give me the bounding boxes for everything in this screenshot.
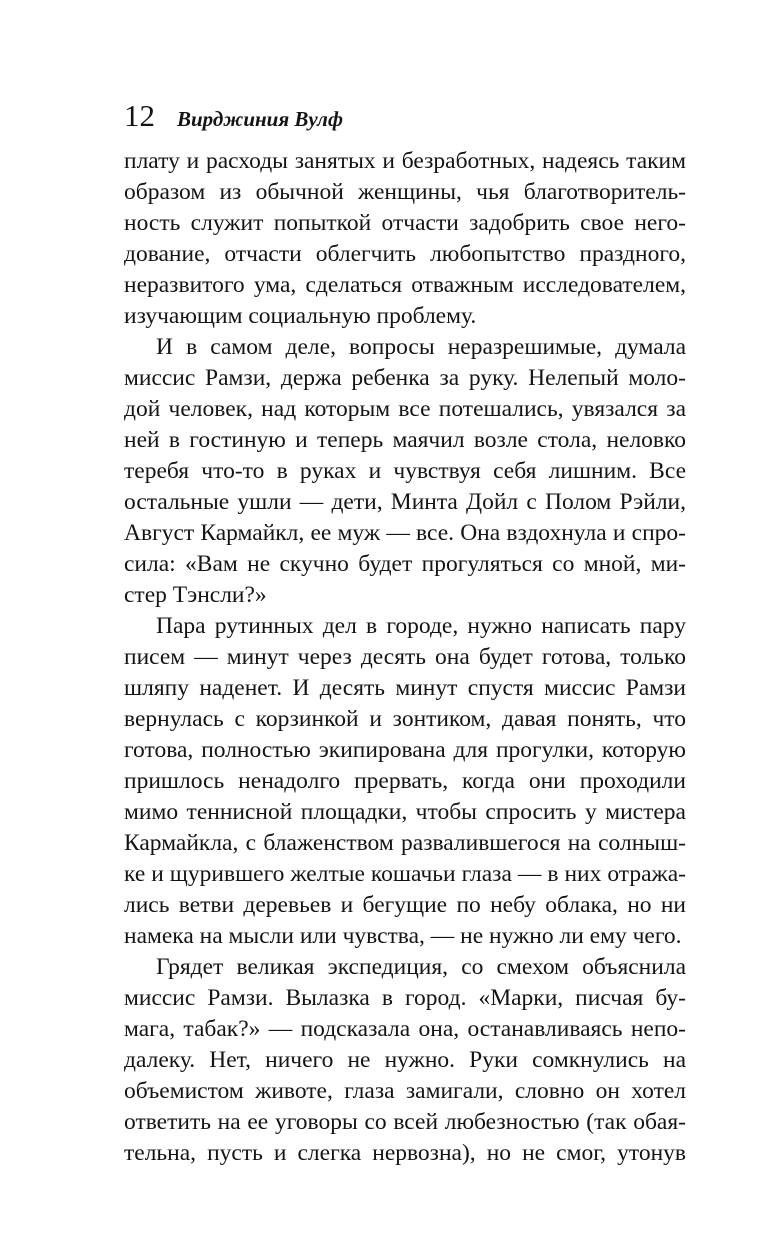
running-head (124, 96, 343, 136)
text-line: мага, табак?» — подсказала она, останавливаясь непо- (124, 1016, 686, 1042)
text-line: дование, отчасти облегчить любопытство праздного, (124, 241, 686, 267)
text-line: образом из обычной женщины, чья благотворитель- (124, 179, 686, 205)
text-line: дой человек, над которым все потешались, увязался за (124, 396, 686, 422)
text-line: писем — минут через десять она будет готова, только (124, 644, 686, 670)
text-line: шляпу наденет. И десять минут спустя миссис Рамзи (124, 675, 686, 701)
text-line: объемистом животе, глаза замигали, словно он хотел (124, 1078, 686, 1104)
text-line: далеку. Нет, ничего не нужно. Руки сомкнулись на (124, 1047, 686, 1073)
paragraph (124, 146, 686, 332)
text-line: плату и расходы занятых и безработных, надеясь таким (124, 148, 686, 174)
text-line: лись ветви деревьев и бегущие по небу облака, но ни (124, 892, 686, 918)
text-line: теребя что-то в руках и чувствуя себя лишним. Все (124, 458, 686, 484)
text-line: вернулась с корзинкой и зонтиком, давая понять, что (124, 706, 686, 732)
paragraph (124, 611, 686, 952)
text-line: стер Тэнсли?» (124, 582, 267, 608)
text-line: ке и щурившего желтые кошачьи глаза — в них отража- (124, 861, 686, 887)
text-line: пришлось ненадолго прервать, когда они проходили (124, 768, 686, 794)
text-line: неразвитого ума, сделаться отважным исследователем, (124, 272, 686, 298)
text-line: миссис Рамзи. Вылазка в город. «Марки, писчая бу- (124, 985, 686, 1011)
text-line: готова, полностью экипирована для прогулки, которую (124, 737, 686, 763)
text-line: ность служит попыткой отчасти задобрить свое него- (124, 210, 686, 236)
text-line: намека на мысли или чувства, — не нужно ли ему чего. (124, 923, 682, 949)
text-line: Пара рутинных дел в городе, нужно написать пару (156, 613, 686, 639)
text-line: остальные ушли — дети, Минта Дойл с Полом Рэйли, (124, 489, 686, 515)
text-line: ней в гостиную и теперь маячил возле стола, неловко (124, 427, 686, 453)
text-line: мимо теннисной площадки, чтобы спросить у мистера (124, 799, 686, 825)
paragraph (124, 952, 686, 1169)
text-line: ответить на ее уговоры со всей любезностью (так обая- (124, 1109, 686, 1135)
text-line: сила: «Вам не скучно будет прогуляться со мной, ми- (124, 551, 686, 577)
header-author: Вирджиния Вулф (177, 107, 343, 131)
text-line: Грядет великая экспедиция, со смехом объяснила (156, 954, 686, 980)
text-line: Август Кармайкл, ее муж — все. Она вздохнула и спро- (124, 520, 686, 546)
body-text (124, 146, 686, 1169)
text-line: тельна, пусть и слегка нервозна), но не смог, утонув (124, 1140, 686, 1166)
paragraph (124, 332, 686, 611)
text-line: Кармайкла, с блаженством развалившегося на солныш- (124, 830, 686, 856)
page-number: 12 (124, 98, 155, 133)
text-line: миссис Рамзи, держа ребенка за руку. Нелепый моло- (124, 365, 686, 391)
text-line: изучающим социальную проблему. (124, 303, 477, 329)
text-line: И в самом деле, вопросы неразрешимые, думала (156, 334, 686, 360)
